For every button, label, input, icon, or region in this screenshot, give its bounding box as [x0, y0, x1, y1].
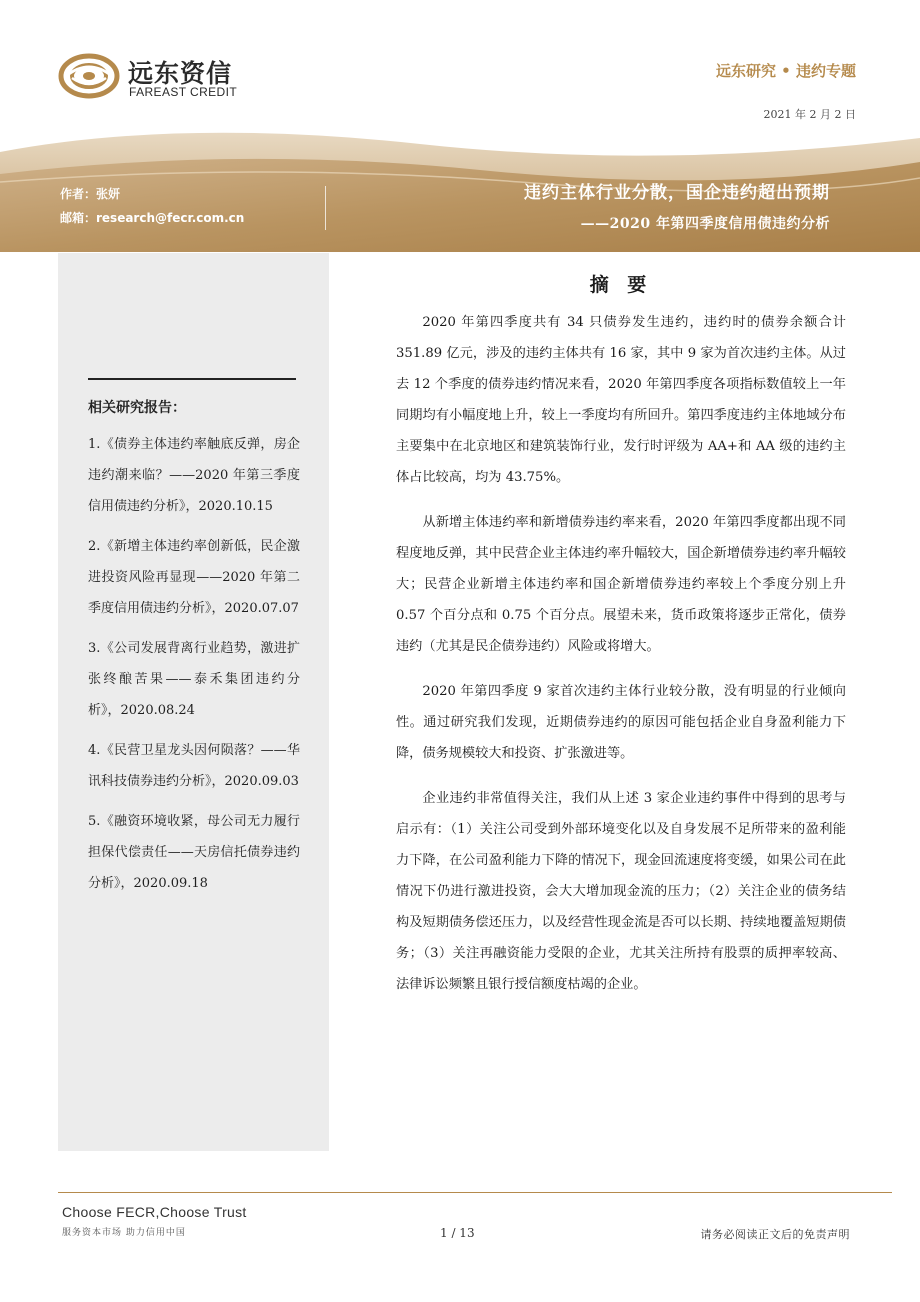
page-number: 1 / 13 [440, 1226, 475, 1240]
footer-slogan: Choose FECR,Choose Trust [62, 1204, 247, 1220]
author-info [60, 182, 244, 230]
sidebar-heading: 相关研究报告： [88, 400, 186, 416]
report-subtitle: ——2020 年第四季度信用债违约分析 [580, 216, 830, 232]
related-report-item[interactable]: 1.《债券主体违约率触底反弹，房企违约潮来临？——2020 年第三季度信用债违约分析》，2020.10.15 [88, 437, 300, 514]
brand-logo [58, 52, 248, 102]
abstract-paragraph: 2020 年第四季度 9 家首次违约主体行业较分散，没有明显的行业倾向性。通过研究我们发现，近期债券违约的原因可能包括企业自身盈利能力下降，债务规模较大和投资、扩张激进等。 [396, 684, 846, 761]
report-date: 2021 年 2 月 2 日 [763, 108, 856, 121]
author-name: 作者：张妍 [60, 187, 121, 201]
related-report-item[interactable]: 4.《民营卫星龙头因何陨落？——华讯科技债券违约分析》，2020.09.03 [88, 743, 300, 789]
related-reports-sidebar [58, 253, 329, 1151]
related-report-item[interactable]: 5.《融资环境收紧，母公司无力履行担保代偿责任——天房信托债券违约分析》，2020.09.18 [88, 814, 300, 891]
abstract-paragraph: 企业违约非常值得关注，我们从上述 3 家企业违约事件中得到的思考与启示有：（1）关注公司受到外部环境变化以及自身发展不足所带来的盈利能力下降，在公司盈利能力下降的情况下，现金回流速度将变缓，如果公司在此情况下仍进行激进投资，会大大增加现金流的压力；（2）关注企业的债务结构及短期债务偿还压力，以及经营性现金流是否可以长期、持续地覆盖短期债务；（3）关注再融资能力受限的企业，尤其关注所持有股票的质押率较高、法律诉讼频繁且银行授信额度枯竭的企业。 [396, 791, 846, 992]
report-title-block [524, 178, 830, 233]
page-header [0, 0, 920, 130]
related-reports-list [88, 429, 300, 908]
abstract-title: 摘 要 [589, 274, 653, 296]
footer-tagline: 服务资本市场 助力信用中国 [62, 1228, 186, 1238]
related-report-item[interactable]: 3.《公司发展背离行业趋势，激进扩张终酿苦果——泰禾集团违约分析》，2020.08.24 [88, 641, 300, 718]
fareast-logo-icon [58, 52, 120, 100]
report-series: 远东研究 • 违约专题 [715, 62, 856, 80]
brand-name-cn: 远东资信 [128, 59, 233, 88]
sidebar-divider [88, 378, 296, 380]
related-report-item[interactable]: 2.《新增主体违约率创新低，民企激进投资风险再显现——2020 年第二季度信用债违约分析》，2020.07.07 [88, 539, 300, 616]
footer-divider [58, 1192, 892, 1193]
abstract-section [396, 270, 846, 1014]
banner-divider [325, 186, 326, 230]
author-email[interactable]: 邮箱：research@fecr.com.cn [60, 211, 245, 225]
abstract-paragraph: 2020 年第四季度共有 34 只债券发生违约，违约时的债券余额合计 351.89 亿元，涉及的违约主体共有 16 家，其中 9 家为首次违约主体。从过去 12 个季度的债券违约情况来看，2020 年第四季度各项指标数值较上一年同期均有小幅度地上升，较上一季度均有所回升。第四季度违约主体地域分布主要集中在北京地区和建筑装饰行业，发行时评级为 AA+和 AA 级的违约主体占比较高，均为 43.75%。 [396, 315, 846, 485]
brand-name-en: FAREAST CREDIT [129, 85, 238, 99]
abstract-paragraph: 从新增主体违约率和新增债券违约率来看，2020 年第四季度都出现不同程度地反弹，其中民营企业主体违约率升幅较大，国企新增债券违约率升幅较大；民营企业新增主体违约率和国企新增债券违约率较上个季度分别上升 0.57 个百分点和 0.75 个百分点。展望未来，货币政策将逐步正常化，债券违约（尤其是民企债券违约）风险或将增大。 [396, 515, 846, 654]
report-title: 违约主体行业分散，国企违约超出预期 [524, 183, 830, 203]
footer-disclaimer: 请务必阅读正文后的免责声明 [700, 1228, 850, 1241]
